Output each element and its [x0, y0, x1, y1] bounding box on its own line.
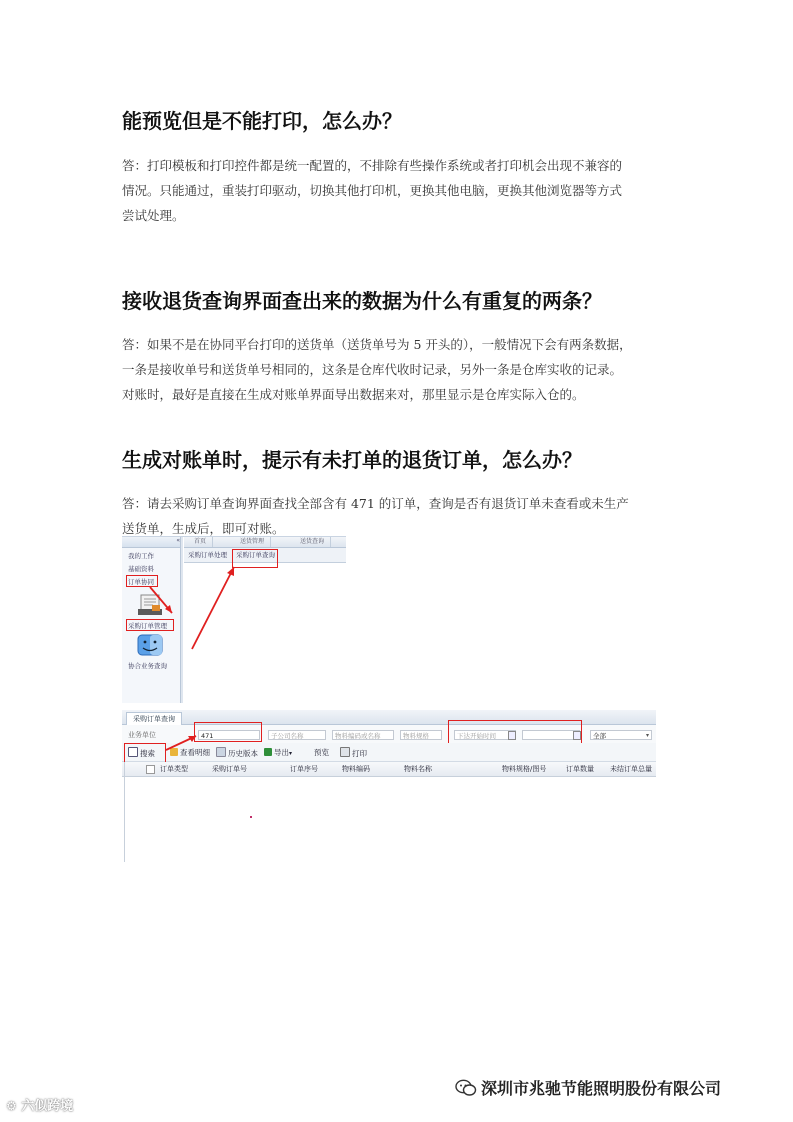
answer-line: 答：如果不是在协同平台打印的送货单（送货单号为 5 开头的），一般情况下会有两条数据， — [122, 337, 632, 352]
watermark-text: 六似跨境 — [21, 1099, 74, 1114]
col-order-type[interactable]: 订单类型 — [160, 765, 188, 773]
answer-line: 送货单，生成后，即可对账。 — [122, 521, 285, 536]
sidebar-item-basic-data[interactable]: 基础资料 — [128, 565, 154, 573]
preview-button[interactable]: 预览 — [314, 748, 329, 757]
chevron-down-icon: ▾ — [289, 750, 293, 757]
sub-item-order-query[interactable]: 采购订单查询 — [236, 551, 275, 559]
answer-line: 答：请去采购订单查询界面查找全部含有 471 的订单，查询是否有退货订单未查看或未生产 — [122, 496, 629, 511]
answer-line: 一条是接收单号和送货单号相同的，这条是仓库代收时记录，另外一条是仓库实收的记录。 — [122, 362, 623, 377]
col-material-code[interactable]: 物料编码 — [342, 765, 370, 773]
material-code-input[interactable]: 物料编码或名称 — [332, 730, 394, 740]
col-po-number[interactable]: 采购订单号 — [212, 765, 247, 773]
company-name: 深圳市兆驰节能照明股份有限公司 — [481, 1079, 722, 1098]
answer-line: 对账时，最好是直接在生成对账单界面导出数据来对，那里显示是仓库实际入仓的。 — [122, 387, 585, 402]
tab-order-query[interactable]: 采购订单查询 — [126, 712, 182, 725]
navigation-screenshot — [122, 536, 346, 703]
question-heading-2: 接收退货查询界面查出来的数据为什么有重复的两条？ — [122, 289, 602, 313]
print-button[interactable]: 打印 — [340, 747, 367, 759]
start-date-input[interactable]: 下达开始时间 — [454, 730, 516, 740]
business-query-label[interactable]: 协合业务查询 — [128, 662, 167, 670]
answer-paragraph-3 — [122, 491, 682, 541]
watermark — [6, 1095, 73, 1114]
col-material-spec[interactable]: 物料规格/图号 — [502, 765, 547, 773]
answer-paragraph-2 — [122, 332, 682, 407]
sidebar-item-order-collab[interactable]: 订单协同 — [128, 578, 154, 586]
question-heading-3: 生成对账单时，提示有未打单的退货订单，怎么办？ — [122, 448, 582, 472]
chevron-down-icon[interactable]: ▾ — [645, 732, 649, 739]
answer-line: 尝试处理。 — [122, 208, 185, 223]
collapse-icon[interactable]: « — [176, 537, 180, 544]
col-order-seq[interactable]: 订单序号 — [290, 765, 318, 773]
query-screenshot — [122, 710, 656, 862]
material-spec-input[interactable]: 物料规格 — [400, 730, 442, 740]
col-open-qty[interactable]: 未结订单总量 — [610, 765, 652, 773]
sub-item-order-processing[interactable]: 采购订单处理 — [188, 551, 227, 559]
tab-delivery-query[interactable]: 送货查询 — [294, 537, 331, 547]
answer-paragraph-1 — [122, 153, 682, 228]
tab-delivery-management[interactable]: 送货管理 — [234, 537, 271, 547]
answer-line: 情况。只能通过，重装打印驱动，切换其他打印机，更换其他电脑，更换其他浏览器等方式 — [122, 183, 623, 198]
status-select-value: 全部 — [593, 732, 606, 740]
red-arrow — [122, 710, 656, 862]
answer-line: 答：打印模板和打印控件都是统一配置的，不排除有些操作系统或者打印机会出现不兼容的 — [122, 158, 623, 173]
wechat-icon — [455, 1079, 477, 1097]
search-button[interactable]: 搜索 — [128, 747, 155, 759]
col-material-name[interactable]: 物料名称 — [404, 765, 432, 773]
tab-home[interactable]: 首页 — [188, 537, 213, 547]
history-version-button[interactable]: 历史版本 — [216, 747, 258, 759]
col-order-qty[interactable]: 订单数量 — [566, 765, 594, 773]
export-button[interactable]: 导出▾ — [264, 747, 292, 758]
question-heading-1: 能预览但是不能打印，怎么办？ — [122, 109, 402, 133]
company-brand — [455, 1076, 721, 1099]
business-unit-label: 业务单位 — [128, 731, 156, 739]
order-management-label[interactable]: 采购订单管理 — [128, 622, 167, 630]
subsidiary-input[interactable]: 子公司名称 — [268, 730, 326, 740]
sidebar-item-my-work[interactable]: 我的工作 — [128, 552, 154, 560]
business-unit-input[interactable]: 471 — [198, 730, 260, 740]
view-details-button[interactable]: 查看明细 — [170, 747, 210, 758]
red-arrows — [122, 537, 346, 703]
watermark-logo-icon: ⚙ — [6, 1099, 17, 1113]
